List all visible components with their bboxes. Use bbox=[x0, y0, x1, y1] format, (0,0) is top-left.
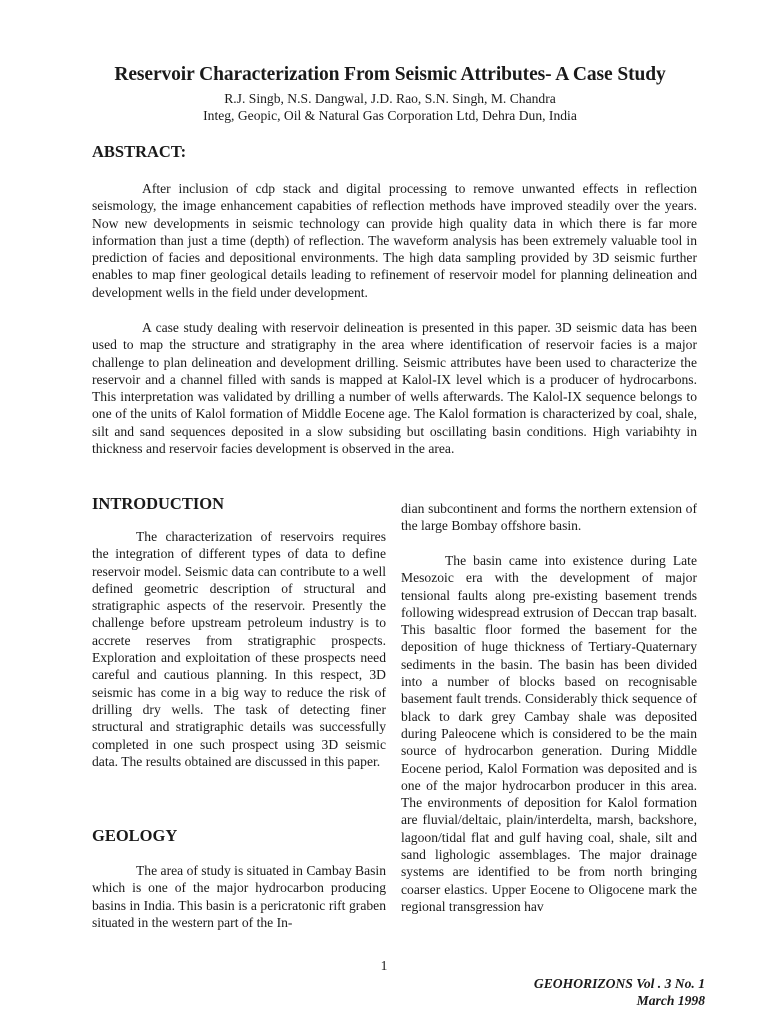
page-number: 1 bbox=[380, 958, 388, 973]
geology-paragraph-2: The basin came into existence during Late Mesozoic era with the development of major tensional faults along pre-existing basement trends following widespread extrusion of Deccan trap basalt. This basaltic floor formed the basement for the deposition of huge thickness of Tertiary-Quaternary sediments in the basin. The basin has been divided into a number of blocks based on recognisable basement fault trends. Considerably thick sequence of black to dark grey Cambay shale was deposited during Paleocene which is considered to be the main source of hydrocarbon generation. During Middle Eocene period, Kalol Formation was deposited and is one of the major hydrocarbon producer in this area. The environments of deposition for Kalol formation are fluvial/deltaic, plain/interdelta, marsh, backshore, lagoon/tidal flat and gulf having coal, shale, silt and sand lighologic assemblages. The major drainage systems are identified to be from north bringing coarser elastics. Upper Eocene to Oligocene mark the regional transgression hav bbox=[401, 553, 697, 914]
geology-heading: GEOLOGY bbox=[92, 826, 178, 845]
geology-paragraph-1: The area of study is situated in Cambay Basin which is one of the major hydrocarbon producing basins in India. This basin is a pericratonic rift graben situated in the western part of the In- bbox=[92, 863, 386, 930]
abstract-paragraph-1: After inclusion of cdp stack and digital processing to remove unwanted effects in reflection seismology, the image enhancement capabities of reflection methods have improved steadily over the years. Now new developments in seismic technology can provide high quality data in which there is far more information than just a time (depth) of reflection. The waveform analysis has been extremely valuable tool in prediction of facies and depositional environments. The high data sampling provided by 3D seismic further enables to map finer geological details leading to refinement of reservoir model for planning delineation and development wells in the field under development. bbox=[92, 181, 697, 300]
journal-name: GEOHORIZONS Vol . 3 No. 1 bbox=[533, 976, 705, 991]
abstract-paragraph-2: A case study dealing with reservoir delineation is presented in this paper. 3D seismic data has been used to map the structure and stratigraphy in the area where identification of reservoir facies is a major challenge to plan delineation and development drilling. Seismic attributes have been used to characterize the reservoir and a channel filled with sands is mapped at Kalol-IX level which is a producer of hydrocarbons. This interpretation was validated by drilling a number of wells afterwards. The Kalol-IX sequence belongs to one of the units of Kalol formation of Middle Eocene age. The Kalol formation is characterized by coal, shale, silt and sand sequences deposited in a slow subsiding but oscillating basin conditions. High variabihty in thickness and reservoir facies development is observed in the area. bbox=[92, 320, 697, 457]
introduction-paragraph: The characterization of reservoirs requires the integration of different types of data to define reservoir model. Seismic data can contribute to a well defined geometric description of structural and stratigraphic aspects of the reservoir. Presently the challenge before upstream petroleum industry is to accrete reserves from stratigraphic prospects. Exploration and exploitation of these prospects need careful and cautious planning. In this respect, 3D seismic has come in a big way to reduce the risk of drilling dry wells. The task of detecting finer structural and stratigraphic details was successfully completed in one such prospect using 3D seismic data. The results obtained are discussed in this paper. bbox=[92, 529, 386, 769]
paper-title: Reservoir Characterization From Seismic Attributes- A Case Study bbox=[114, 64, 666, 85]
journal-date: March 1998 bbox=[636, 993, 705, 1008]
geology-paragraph-1-continued: dian subcontinent and forms the northern extension of the large Bombay offshore basin. bbox=[401, 501, 697, 534]
introduction-heading: INTRODUCTION bbox=[92, 494, 225, 513]
geology-paragraph-1-col-left bbox=[92, 862, 386, 932]
author-list: R.J. Singb, N.S. Dangwal, J.D. Rao, S.N. Singh, M. Chandra bbox=[224, 91, 556, 106]
abstract-heading: ABSTRACT: bbox=[92, 142, 187, 161]
journal-footer bbox=[534, 975, 705, 1009]
affiliation: Integ, Geopic, Oil & Natural Gas Corporation Ltd, Dehra Dun, India bbox=[203, 108, 577, 123]
geology-paragraph-1-col-right bbox=[401, 500, 697, 537]
